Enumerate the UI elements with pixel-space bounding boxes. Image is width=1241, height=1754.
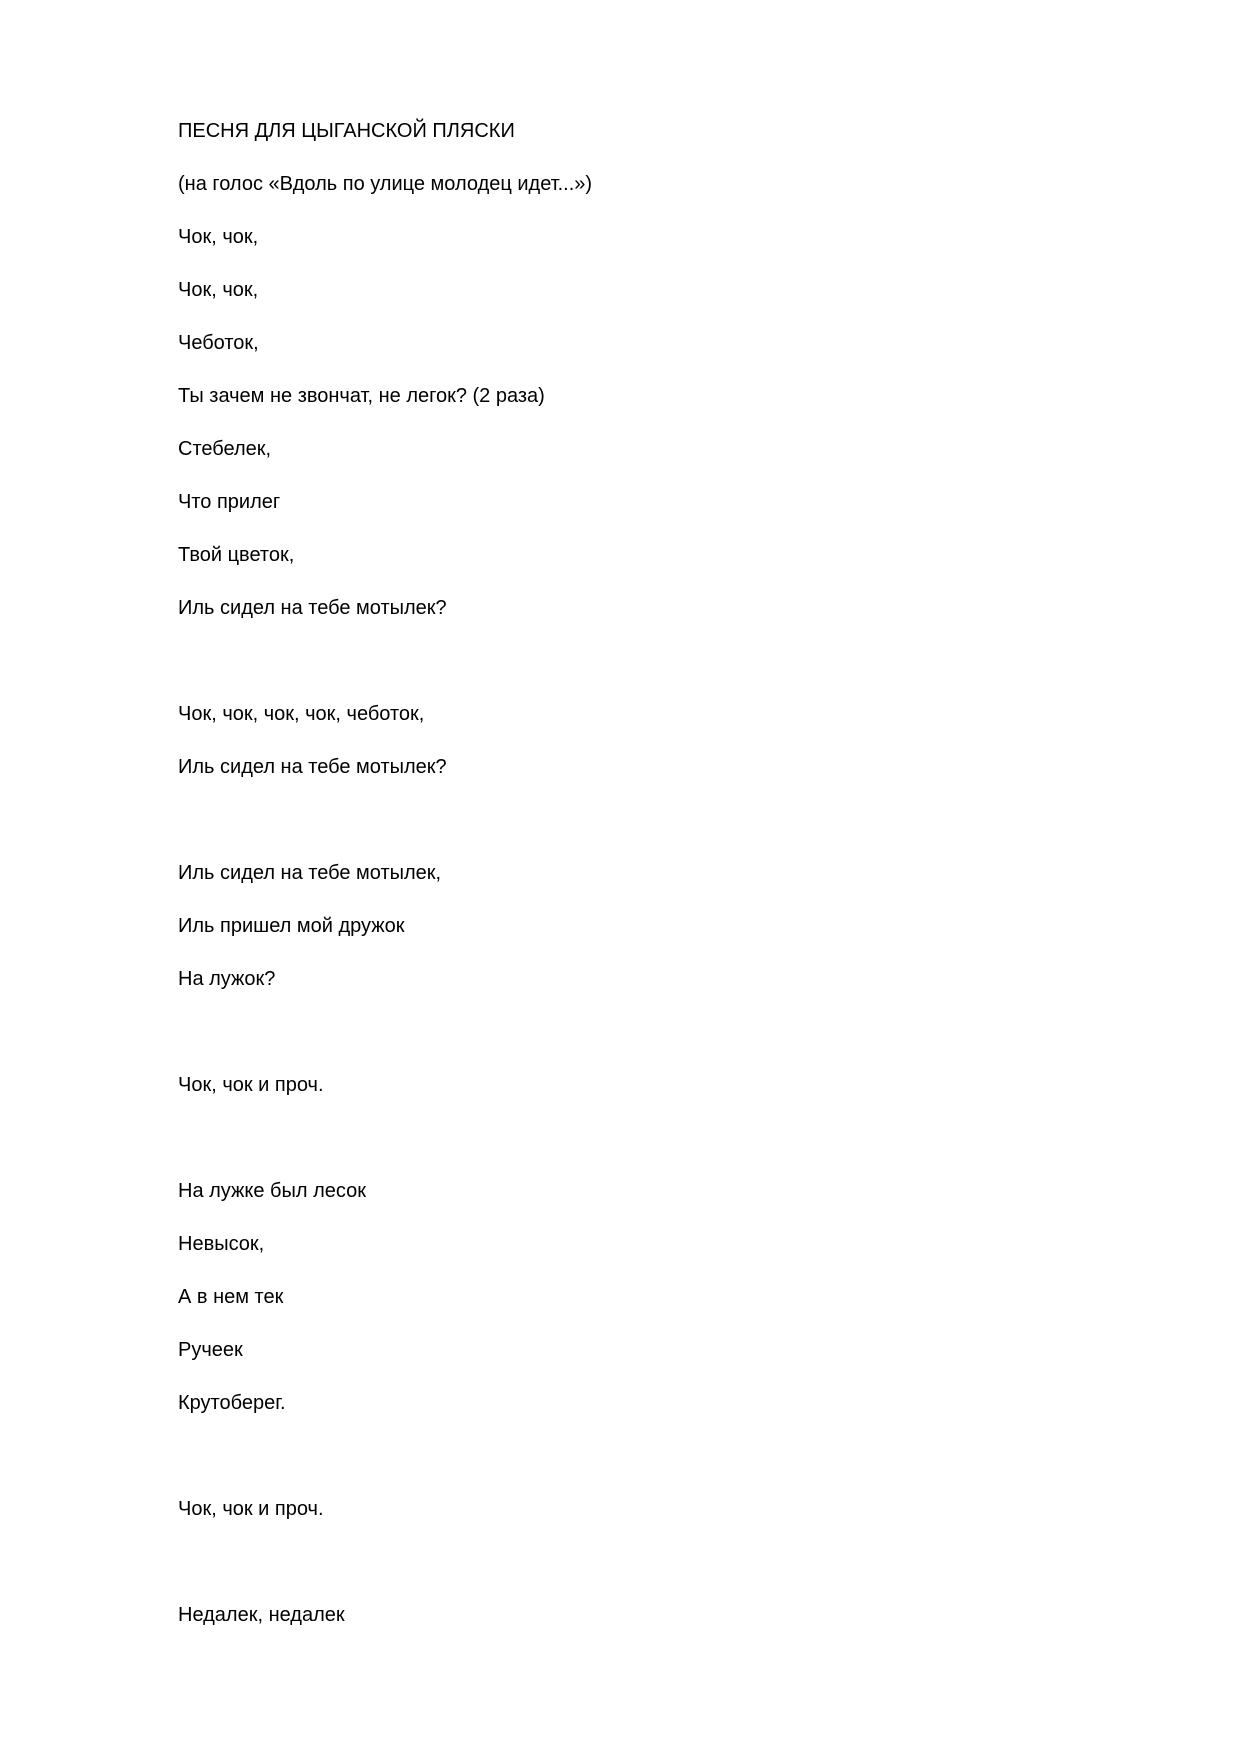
song-subtitle: (на голос «Вдоль по улице молодец идет...») xyxy=(178,173,593,195)
verse-line: Крутоберег. xyxy=(178,1392,286,1414)
verse-line: А в нем тек xyxy=(178,1286,284,1308)
song-title: ПЕСНЯ ДЛЯ ЦЫГАНСКОЙ ПЛЯСКИ xyxy=(178,120,515,142)
verse-line: Ты зачем не звончат, не легок? (2 раза) xyxy=(178,385,545,407)
verse-line: На лужок? xyxy=(178,968,276,990)
refrain-line: Чок, чок, чок, чок, чеботок, xyxy=(178,703,425,725)
refrain-line: Чок, чок и проч. xyxy=(178,1074,324,1096)
verse-line: Чок, чок, xyxy=(178,226,259,248)
refrain-line: Иль сидел на тебе мотылек? xyxy=(178,756,447,778)
verse-line: Иль сидел на тебе мотылек? xyxy=(178,597,447,619)
verse-line: Чок, чок, xyxy=(178,279,259,301)
verse-line: Невысок, xyxy=(178,1233,265,1255)
verse-line: Чеботок, xyxy=(178,332,259,354)
verse-line: На лужке был лесок xyxy=(178,1180,366,1202)
verse-line: Что прилег xyxy=(178,491,281,513)
verse-line: Твой цветок, xyxy=(178,544,295,566)
verse-line: Стебелек, xyxy=(178,438,272,460)
verse-line: Ручеек xyxy=(178,1339,243,1361)
verse-line: Недалек, недалек xyxy=(178,1604,345,1626)
refrain-line: Чок, чок и проч. xyxy=(178,1498,324,1520)
verse-line: Иль сидел на тебе мотылек, xyxy=(178,862,442,884)
verse-line: Иль пришел мой дружок xyxy=(178,915,405,937)
